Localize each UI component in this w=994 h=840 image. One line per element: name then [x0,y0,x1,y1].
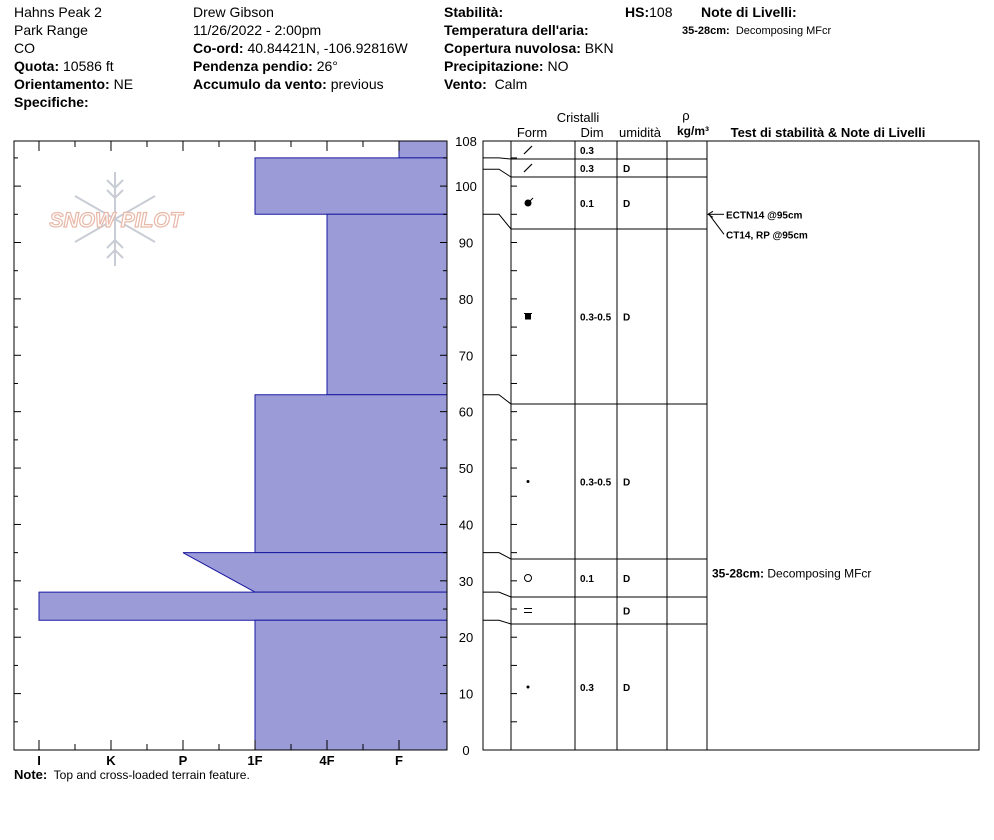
layer-moisture: D [623,606,631,618]
state-name: CO [14,40,35,56]
layer-moisture: D [623,164,631,175]
location-name: Hahns Peak 2 [14,4,102,20]
col-crystals: Cristalli [556,110,600,125]
layer-moisture: D [623,312,631,324]
layer-moisture: D [623,199,631,210]
depth-connector [483,214,511,229]
header-layer-note-range: 35-28cm: [682,25,730,37]
layer-notes-heading: Note di Livelli: [701,4,797,20]
cloud-label: Copertura nuvolosa: [444,40,581,56]
depth-connector [483,169,511,177]
coord-label: Co-ord: [193,40,244,56]
col-dim: Dim [580,125,604,140]
depth-tick-label: 40 [458,517,474,533]
hs-label: HS: [625,4,650,20]
hardness-bar [255,158,447,214]
observation-datetime: 11/26/2022 - 2:00pm [193,22,322,38]
slope-value: 26° [316,58,338,74]
form-symbol-square [525,314,531,320]
elevation-value: 10586 ft [63,58,114,74]
note-label: Note: [14,767,48,782]
layer-grain-size: 0.3 [580,146,594,157]
hardness-tick-label: I [37,753,41,768]
depth-tick-label: 10 [458,686,474,702]
air-temp-label: Temperatura dell'aria: [444,22,589,38]
col-form: Form [516,125,548,140]
layer-grain-size: 0.3-0.5 [580,312,612,324]
depth-tick-label: 50 [458,461,474,477]
wind-value: Calm [494,76,528,92]
depth-tick-label: 20 [458,630,474,646]
layer-grain-size: 0.3 [580,164,594,175]
depth-tick-label: 60 [458,404,474,420]
slope-label: Pendenza pendio: [193,58,313,74]
layer-rows [483,146,707,694]
layer-grain-size: 0.1 [580,199,594,210]
hs-value: 108 [649,4,673,20]
depth-tick-label: 90 [458,235,474,251]
test-pointer [709,214,724,234]
footer-note [14,767,250,782]
layer-grain-size: 0.3 [580,683,594,694]
precip-value: NO [547,58,569,74]
hardness-tick-label: 4F [319,753,335,768]
layer-note-text: Decomposing MFcr [767,566,872,581]
depth-tick-label: 80 [458,291,474,307]
coord-value: 40.84421N, -106.92816W [247,40,408,56]
aspect-label: Orientamento: [14,76,110,92]
elevation-label: Quota: [14,58,60,74]
layer-moisture: D [623,477,631,489]
depth-tick-label: 100 [455,179,477,195]
hardness-bar [183,553,447,592]
col-rho: ρ [682,108,690,123]
hardness-tick-label: F [395,753,403,768]
layer-grain-size: 0.3-0.5 [580,477,612,489]
header-layer-note-text: Decomposing MFcr [735,25,832,37]
hardness-tick-label: 1F [247,753,263,768]
hardness-tick-label: P [178,753,188,768]
layer-note [712,566,871,580]
wind-loading-label: Accumulo da vento: [193,76,327,92]
stability-tests [708,210,871,580]
hardness-profile [39,141,447,750]
cloud-value: BKN [584,40,614,56]
layer-moisture: D [623,574,631,585]
hardness-bar [39,592,447,620]
stability-label: Stabilità: [444,4,504,20]
stability-test-label: CT14, RP @95cm [726,230,808,242]
form-symbol-circle [525,575,532,582]
depth-tick-label: 108 [455,134,477,149]
aspect-value: NE [113,76,134,92]
form-symbol-dot [527,480,530,483]
watermark-text: SNOW PILOT [49,209,183,232]
precip-label: Precipitazione: [444,58,544,74]
range-name: Park Range [14,22,88,38]
wind-label: Vento: [444,76,487,92]
layer-moisture: D [623,683,631,694]
specifics-label: Specifiche: [14,94,89,110]
layer-note-range: 35-28cm: [712,566,768,581]
hardness-bar [327,214,447,394]
col-tests: Test di stabilità & Note di Livelli [730,125,926,140]
note-text: Top and cross-loaded terrain feature. [53,768,250,782]
observer-name: Drew Gibson [193,4,274,20]
depth-connector [483,395,511,404]
form-symbol-slash [524,164,532,172]
wind-loading-value: previous [330,76,384,92]
depth-tick-label: 70 [458,348,474,364]
hardness-bar [399,141,447,158]
form-symbol-dot [527,686,530,689]
depth-connector [483,620,511,624]
depth-connector [483,158,511,159]
depth-tick-label: 0 [462,743,470,758]
depth-tick-label: 30 [458,573,474,589]
layer-grain-size: 0.1 [580,574,594,585]
hardness-bar [255,620,447,750]
snowpilot-watermark [50,172,185,266]
form-symbol-slash [524,146,532,154]
depth-connector [483,553,511,559]
col-density-unit: kg/m³ [676,124,710,138]
hardness-tick-label: K [106,753,116,768]
stability-test-label: ECTN14 @95cm [726,210,803,222]
hardness-bar [255,395,447,553]
col-moisture: umidità [619,125,661,140]
depth-connector [483,592,511,597]
